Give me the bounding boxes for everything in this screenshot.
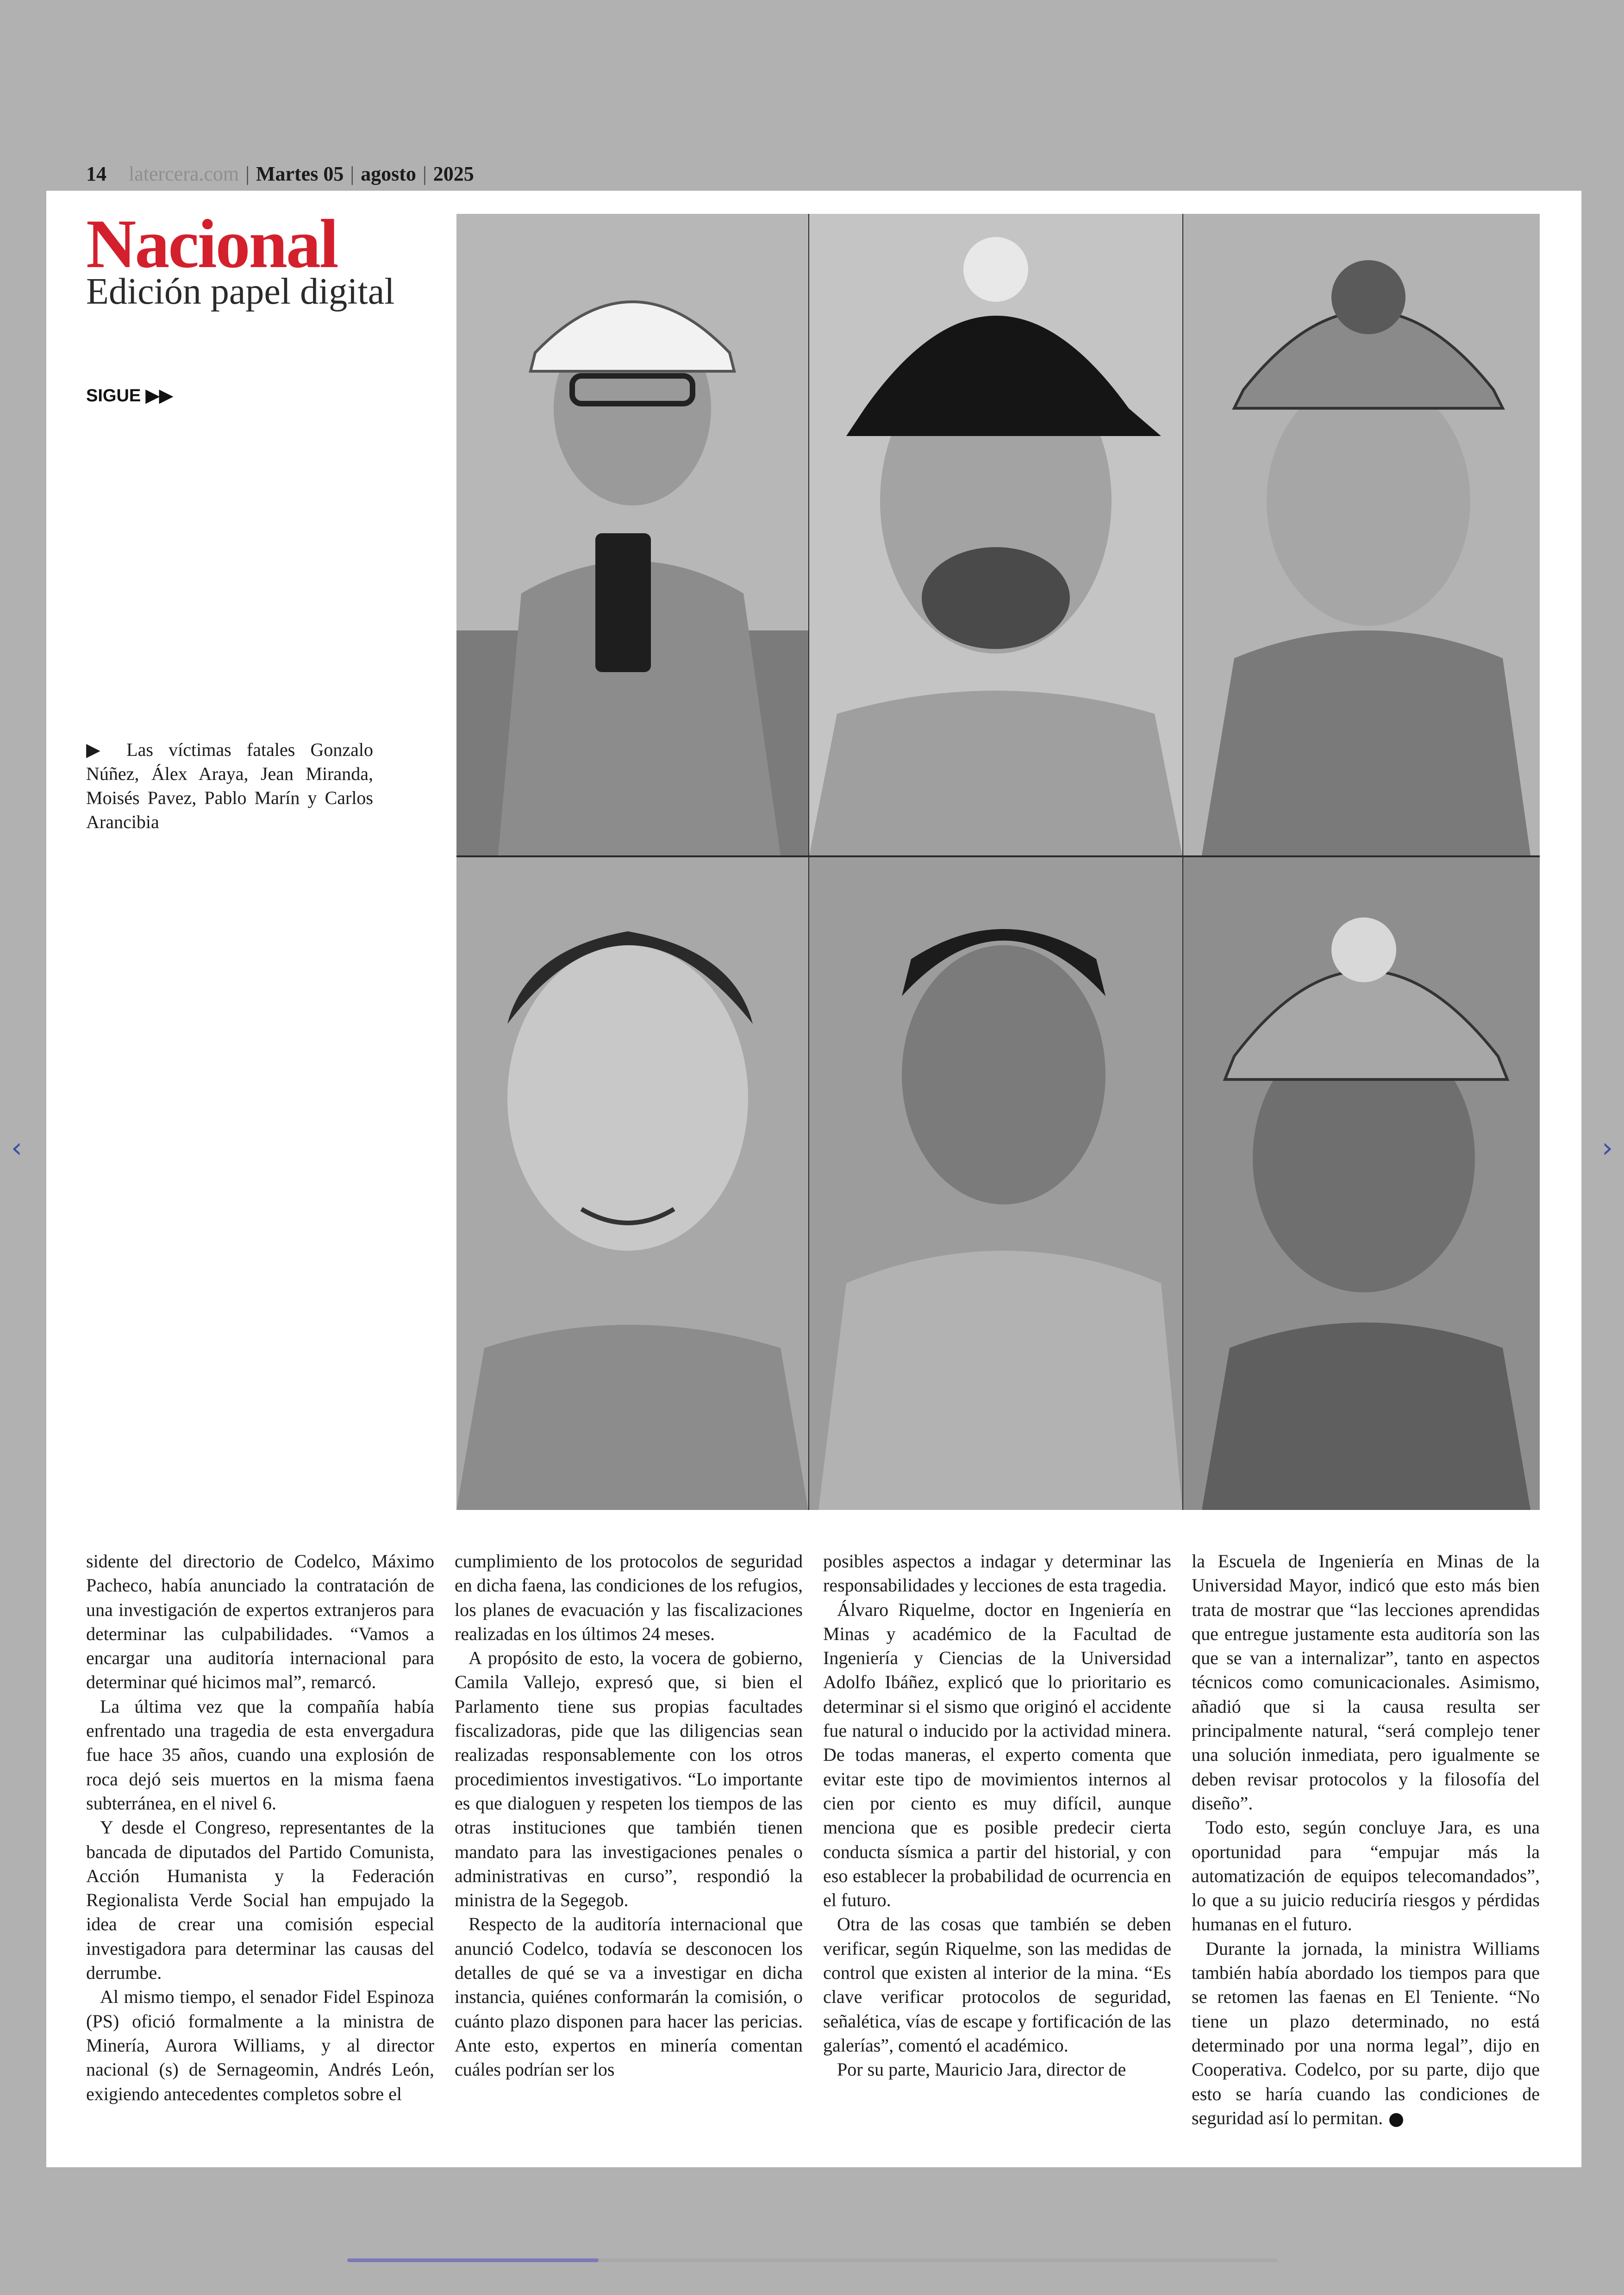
- end-of-article-icon: [1389, 2113, 1403, 2127]
- reading-progress-fill: [347, 2258, 599, 2262]
- man-portrait-illustration: [809, 857, 1182, 1510]
- victim-photo-3: [1183, 214, 1540, 855]
- prev-page-icon[interactable]: ‹: [11, 1132, 22, 1164]
- header-year: 2025: [433, 162, 474, 185]
- paragraph: Por su parte, Mauricio Jara, director de: [837, 2059, 1126, 2080]
- next-page-icon[interactable]: ›: [1602, 1132, 1613, 1164]
- paragraph: [1192, 1937, 1540, 2130]
- paragraph: cumplimiento de los protocolos de seguridad en dicha faena, las condiciones de los refugios, los planes de evacuación y las fiscalizaciones realizadas en los últimos 24 meses.: [455, 1551, 803, 1644]
- photo-caption: ▶ Las víctimas fatales Gonzalo Núñez, Álex Araya, Jean Miranda, Moisés Pavez, Pablo Marín y Carlos Arancibia: [86, 739, 373, 832]
- header-separator: |: [422, 162, 427, 185]
- paragraph: Al mismo tiempo, el senador Fidel Espinoza (PS) ofició formalmente a la ministra de Minería, Aurora Williams, y al director nacional (s) de Sernageomin, Andrés León, exigiendo antecedentes completos sobre el: [86, 1986, 434, 2104]
- header-separator: |: [350, 162, 355, 185]
- page-number: 14: [86, 162, 106, 185]
- paragraph: Y desde el Congreso, representantes de la bancada de diputados del Partido Comunista, Acción Humanista y la Federación Regionalista Verde Social han empujado la idea de crear una comisión especial investigadora para determinar las causas del derrumbe.: [86, 1817, 434, 1983]
- reading-progress-bar[interactable]: [347, 2258, 1278, 2262]
- article-column-3: [823, 1549, 1171, 2082]
- smiling-man-illustration: [456, 857, 808, 1510]
- site-name: latercera.com: [129, 162, 239, 185]
- miner-with-helmet-illustration: [456, 214, 808, 855]
- section-subtitle: Edición papel digital: [86, 271, 395, 312]
- article-column-2: [455, 1549, 803, 2082]
- newspaper-page: [46, 191, 1581, 2167]
- victim-photo-2: [809, 214, 1182, 855]
- victim-photo-1: [456, 214, 808, 855]
- header-separator: |: [245, 162, 250, 185]
- article-column-1: [86, 1549, 434, 2106]
- paragraph: Respecto de la auditoría internacional que anunció Codelco, todavía se desconocen los detalles de qué se va a investigar en dicha instancia, quiénes conformarán la comisión, o cuánto plazo disponen para hacer las pericias. Ante esto, expertos en minería comentan cuáles podrían ser los: [455, 1914, 803, 2080]
- paragraph: Otra de las cosas que también se deben verificar, según Riquelme, son las medidas de control que existen al interior de la mina. “Es clave verificar protocolos de seguridad, señalética, vías de escape y fortificación de las galerías”, comentó el académico.: [823, 1914, 1171, 2056]
- paragraph: la Escuela de Ingeniería en Minas de la Universidad Mayor, indicó que esto más bien trata de mostrar que “las lecciones aprendidas que entregue justamente esta auditoría son las que se van a internalizar”, tanto en aspectos técnicos como comunicacionales. Asimismo, añadió que si la causa resulta ser principalmente natural, “será complejo tener una solución inmediata, pero igualmente se deben revisar protocolos y la filosofía del diseño”.: [1192, 1551, 1540, 1814]
- section-title: Nacional: [86, 206, 337, 282]
- paragraph-text: Durante la jornada, la ministra Williams también había abordado los tiempos para que se retomen las faenas en El Teniente. “No tiene un plazo determinado, no está determinado por una norma legal”, dijo en Cooperativa. Codelco, por su parte, dijo que esto se haría cuando las condiciones de seguridad así lo permitan.: [1192, 1938, 1540, 2128]
- sigue-link[interactable]: SIGUE ▶▶: [86, 386, 173, 405]
- article-body: [86, 1549, 1540, 2128]
- miner-with-lamp-illustration: [1183, 214, 1540, 855]
- victim-photo-5: [809, 857, 1182, 1510]
- paragraph: A propósito de esto, la vocera de gobierno, Camila Vallejo, expresó que, si bien el Parlamento tiene sus propias facultades fiscalizadoras, pide que las diligencias sean realizadas responsablemente con los otros procedimientos investigativos. “Lo importante es que dialoguen y respeten los tiempos de las otras instituciones que también tienen mandato para las investigaciones penales o administrativas en curso”, respondió la ministra de la Segegob.: [455, 1647, 803, 1911]
- header-day: Martes 05: [256, 162, 344, 185]
- paragraph: Álvaro Riquelme, doctor en Ingeniería en Minas y académico de la Facultad de Ingeniería y Ciencias de la Universidad Adolfo Ibáñez, explicó que lo prioritario es determinar si el sismo que originó el accidente fue natural o inducido por la actividad minera. De todas maneras, el experto comenta que evitar este tipo de movimientos internos al cien por ciento es muy difícil, aunque menciona que es posible predecir cierta conducta sísmica a partir del historial, y con eso establecer la probabilidad de ocurrencia en el futuro.: [823, 1599, 1171, 1911]
- victim-photo-6: [1183, 857, 1540, 1510]
- article-column-4: [1192, 1549, 1540, 2130]
- paragraph: Todo esto, según concluye Jara, es una oportunidad para “empujar más la automatización de equipos telecomandados”, lo que a su juicio reduciría riesgos y pérdidas humanas en el futuro.: [1192, 1817, 1540, 1935]
- paragraph: La última vez que la compañía había enfrentado una tragedia de esta envergadura fue hace 35 años, cuando una explosión de roca dejó seis muertos en la misma faena subterránea, en el nivel 6.: [86, 1696, 434, 1814]
- paragraph: sidente del directorio de Codelco, Máximo Pacheco, había anunciado la contratación de una investigación de expertos extranjeros para determinar las culpabilidades. “Vamos a encargar una auditoría internacional para determinar qué hicimos mal”, remarcó.: [86, 1551, 434, 1693]
- miner-portrait-illustration: [1183, 857, 1540, 1510]
- paragraph: posibles aspectos a indagar y determinar las responsabilidades y lecciones de esta tragedia.: [823, 1551, 1171, 1596]
- victim-photo-4: [456, 857, 808, 1510]
- page-header: [86, 162, 474, 186]
- man-with-cap-illustration: [809, 214, 1182, 855]
- header-month: agosto: [361, 162, 416, 185]
- victims-photo-grid: [456, 214, 1540, 1510]
